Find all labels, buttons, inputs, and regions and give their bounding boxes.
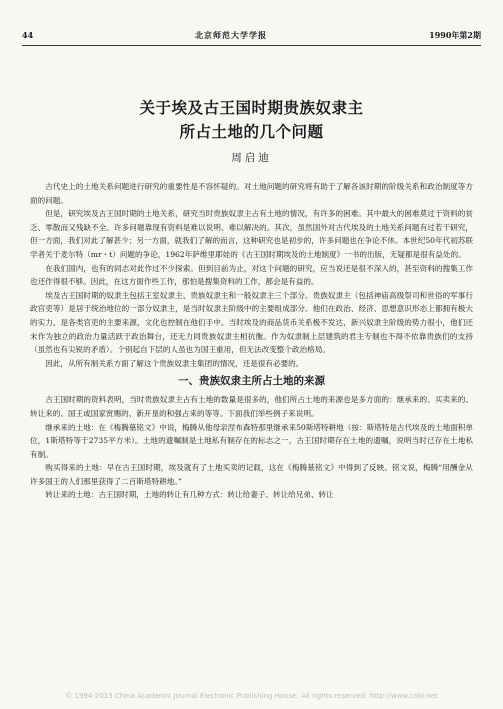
paragraph-intro: 古代史上的土地关系问题进行研究的重要性是不容怀疑的。对土地问题的研究将有助于了解各该时期的阶级关系和政治制度等方面的问题。 bbox=[30, 182, 473, 205]
paragraph-slaveowner-classes: 埃及古王国时期的奴隶主包括王室奴隶主、贵族奴隶主和一般奴隶主三个部分。贵族奴隶主（包括神庙高级祭司和世俗的军事行政官吏等）是居于统治地位的一部分奴隶主，是当时奴隶主阶级中的主要组成部分。他们在政治、经济、思想意识形态上都拥有极大的实力，是各类官吏的主要来源，文化也控制在他们手中。当时埃及的商品货币关系极不发达，新兴奴隶主阶级的势力很小，他们还未作为独立的政治力量活跃于政治舞台，还无力同贵族奴隶主相抗衡。作为奴隶制上层建筑的君主专制也不得不依靠贵族们的支持（虽然也有尖锐的矛盾）。个别起自下层的人虽也为国王重用，但无法改变整个政治格局。 bbox=[30, 290, 473, 355]
header-rule bbox=[22, 45, 481, 46]
paragraph-transferred-land: 转让来的土地：古王国时期，土地的转让有几种方式：转让给妻子、转让给兄弟、转让 bbox=[45, 490, 334, 500]
paragraph-land-sources: 古王国时期的资料表明，当时贵族奴隶主占有土地的数量是很多的，他们所占土地的来源也是多方面的：继承来的、买卖来的、转让来的、国王或国家赏赐的、新开垦的和强占来的等等。下面我们举些例子来说明。 bbox=[30, 395, 473, 418]
paragraph-purchased-land: 购买得来的土地：早在古王国时期，埃及就有了土地买卖的记载，这在《梅腾墓铭文》中得到了反映。铭文说，梅腾“用酬金从许多国王的人们那里获得了二百斯塔特耕地。” bbox=[30, 463, 473, 486]
journal-name: 北京师范大学学报 bbox=[195, 30, 267, 40]
paragraph-domestic-research: 在我们国内，也有的同志对此作过不少探索。但到目前为止，对这个问题的研究，应当说还是很不深入的，甚至资料的搜集工作也还作得很不够。因此，在这方面作些工作，那怕是搜集资料的工作，都会是有益的。 bbox=[30, 263, 473, 287]
article-title-line-2: 所占土地的几个问题 bbox=[179, 122, 324, 141]
article-body bbox=[30, 180, 473, 502]
paragraph-inherited-land: 继承来的土地：在《梅腾墓铭文》中说，梅腾从他母亲涅布森特那里继承来50斯塔特耕地（按：斯塔特是古代埃及的土地面积单位，1斯塔特等于2735平方米）。土地的遗嘱制是土地私有制存在的标志之一，古王国时期存在土地的遗嘱，说明当时已存在土地私有制。 bbox=[30, 422, 473, 459]
running-header bbox=[22, 30, 481, 44]
author-name: 周启迪 bbox=[231, 152, 272, 164]
section-heading: 一、贵族奴隶主所占土地的来源 bbox=[178, 375, 325, 388]
issue-label: 1990年第2期 bbox=[429, 30, 481, 40]
paragraph-conclusion: 因此，从所有制关系方面了解这个贵族奴隶主集团的情况，还是很有必要的。 bbox=[45, 358, 304, 368]
page-number: 44 bbox=[22, 30, 34, 40]
copyright-footer: © 1994-2013 China Academic Journal Electronic Publishing House. All rights reserved. http://www.cnki.net bbox=[65, 692, 438, 700]
paragraph-difficulties: 但是，研究埃及古王国时期的土地关系，研究当时贵族奴隶主占有土地的情况，有许多的困难。其中最大的困难莫过于资料的贫乏、零散而又残缺不全。许多问题靠现有资料是难以说明、难以解决的。其次，虽然国外对古代埃及的土地关系问题有过若干研究，但一方面，我们对此了解甚少；另一方面，就我们了解的而言，这种研究也是初步的，许多问题也在争论不休。本世纪50年代初苏联学者关于麦尔特（mr・t）问题的争论，1962年萨维里耶娃的《古王国时期埃及的土地制度》一书的出版，无疑都是很有益处的。 bbox=[30, 209, 473, 259]
article-title-line-1: 关于埃及古王国时期贵族奴隶主 bbox=[139, 98, 364, 117]
